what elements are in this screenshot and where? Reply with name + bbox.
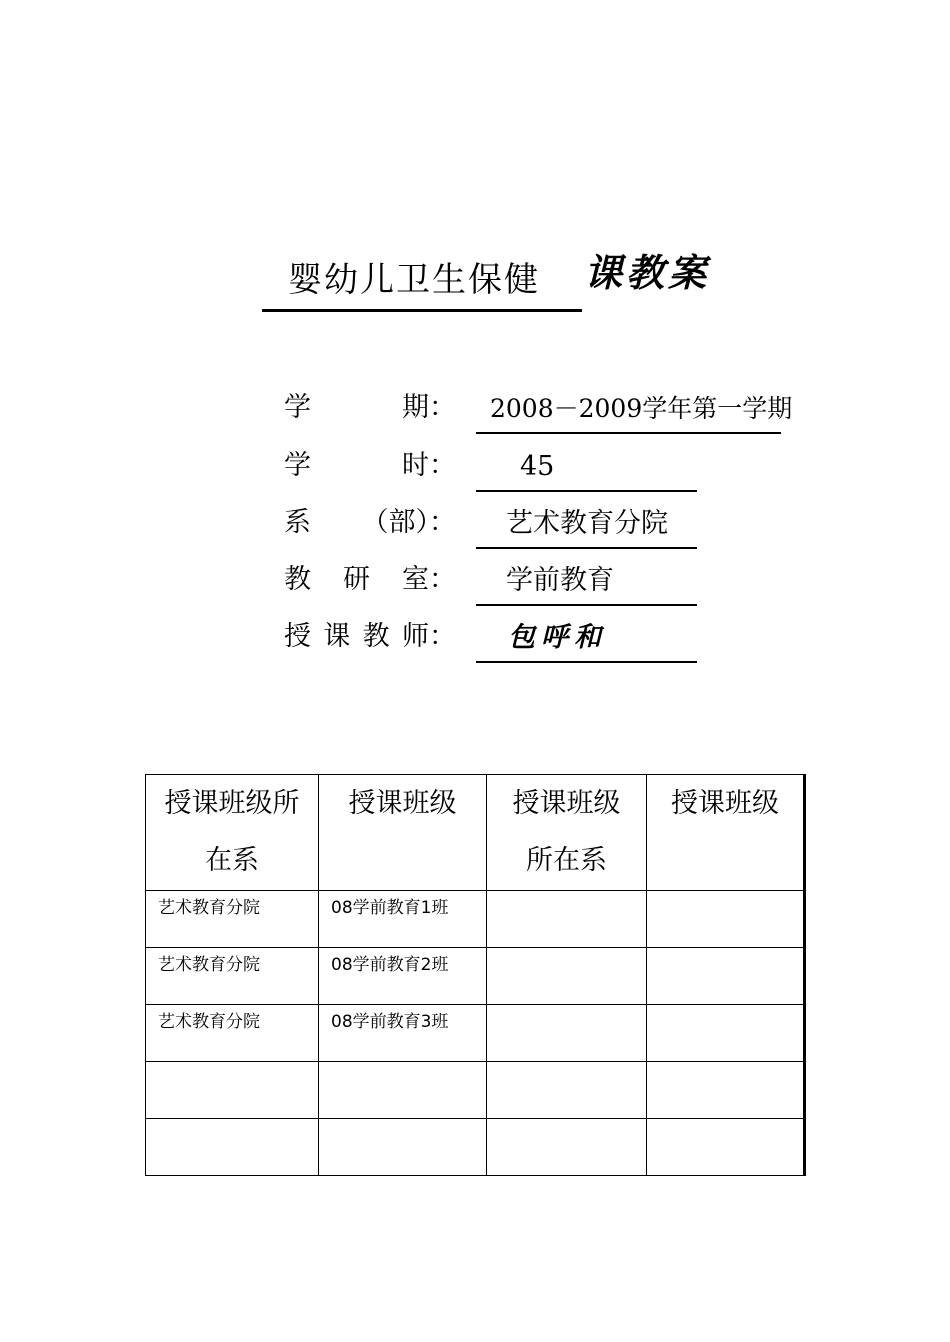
- table-cell: [319, 1062, 487, 1119]
- table-row: [146, 1005, 805, 1062]
- header-class-department: 授课班级所 在系: [146, 775, 319, 891]
- course-name: 婴幼儿卫生保健: [288, 260, 540, 300]
- header-class-department-2: 授课班级 所在系: [487, 775, 647, 891]
- table-cell: [146, 1062, 319, 1119]
- department-underline: [476, 547, 697, 549]
- table-cell: [319, 1119, 487, 1176]
- table-header-row: [146, 775, 805, 891]
- header-class-2: 授课班级: [647, 775, 805, 891]
- table-cell: 08学前教育2班: [319, 948, 487, 1005]
- table-cell: [647, 1005, 805, 1062]
- table-cell: [487, 1005, 647, 1062]
- teacher-label: 授 课 教 师：: [284, 621, 456, 652]
- table-cell: [647, 891, 805, 948]
- table-cell: [487, 948, 647, 1005]
- table-cell: 艺术教育分院: [146, 948, 319, 1005]
- department-value: 艺术教育分院: [506, 508, 668, 539]
- hours-value: 45: [520, 451, 555, 482]
- title-underline: [262, 309, 582, 312]
- research-office-underline: [476, 604, 697, 606]
- teacher-underline: [476, 661, 697, 663]
- table-cell: [647, 948, 805, 1005]
- document-title: [262, 238, 732, 318]
- term-label: 学 期：: [284, 392, 456, 423]
- department-label: 系 （部）：: [284, 507, 456, 538]
- table-cell: [647, 1119, 805, 1176]
- table-cell: [647, 1062, 805, 1119]
- teacher-value: 包呼和: [508, 622, 607, 653]
- table-cell: [487, 1119, 647, 1176]
- table-row: [146, 948, 805, 1005]
- class-table: [145, 774, 806, 1176]
- table-cell: [487, 891, 647, 948]
- table-row: [146, 1119, 805, 1176]
- hours-underline: [476, 490, 697, 492]
- table-cell: 08学前教育1班: [319, 891, 487, 948]
- table-row: [146, 1062, 805, 1119]
- table-cell: 艺术教育分院: [146, 891, 319, 948]
- research-office-value: 学前教育: [506, 565, 614, 596]
- term-underline: [476, 432, 781, 434]
- table-row: [146, 891, 805, 948]
- table-cell: 08学前教育3班: [319, 1005, 487, 1062]
- header-class: 授课班级: [319, 775, 487, 891]
- title-suffix: 课教案: [584, 251, 711, 295]
- table-cell: [146, 1119, 319, 1176]
- hours-label: 学 时：: [284, 450, 456, 481]
- table-cell: 艺术教育分院: [146, 1005, 319, 1062]
- research-office-label: 教 研 室：: [284, 564, 456, 595]
- term-value: 2008－2009学年第一学期: [490, 394, 793, 423]
- table-cell: [487, 1062, 647, 1119]
